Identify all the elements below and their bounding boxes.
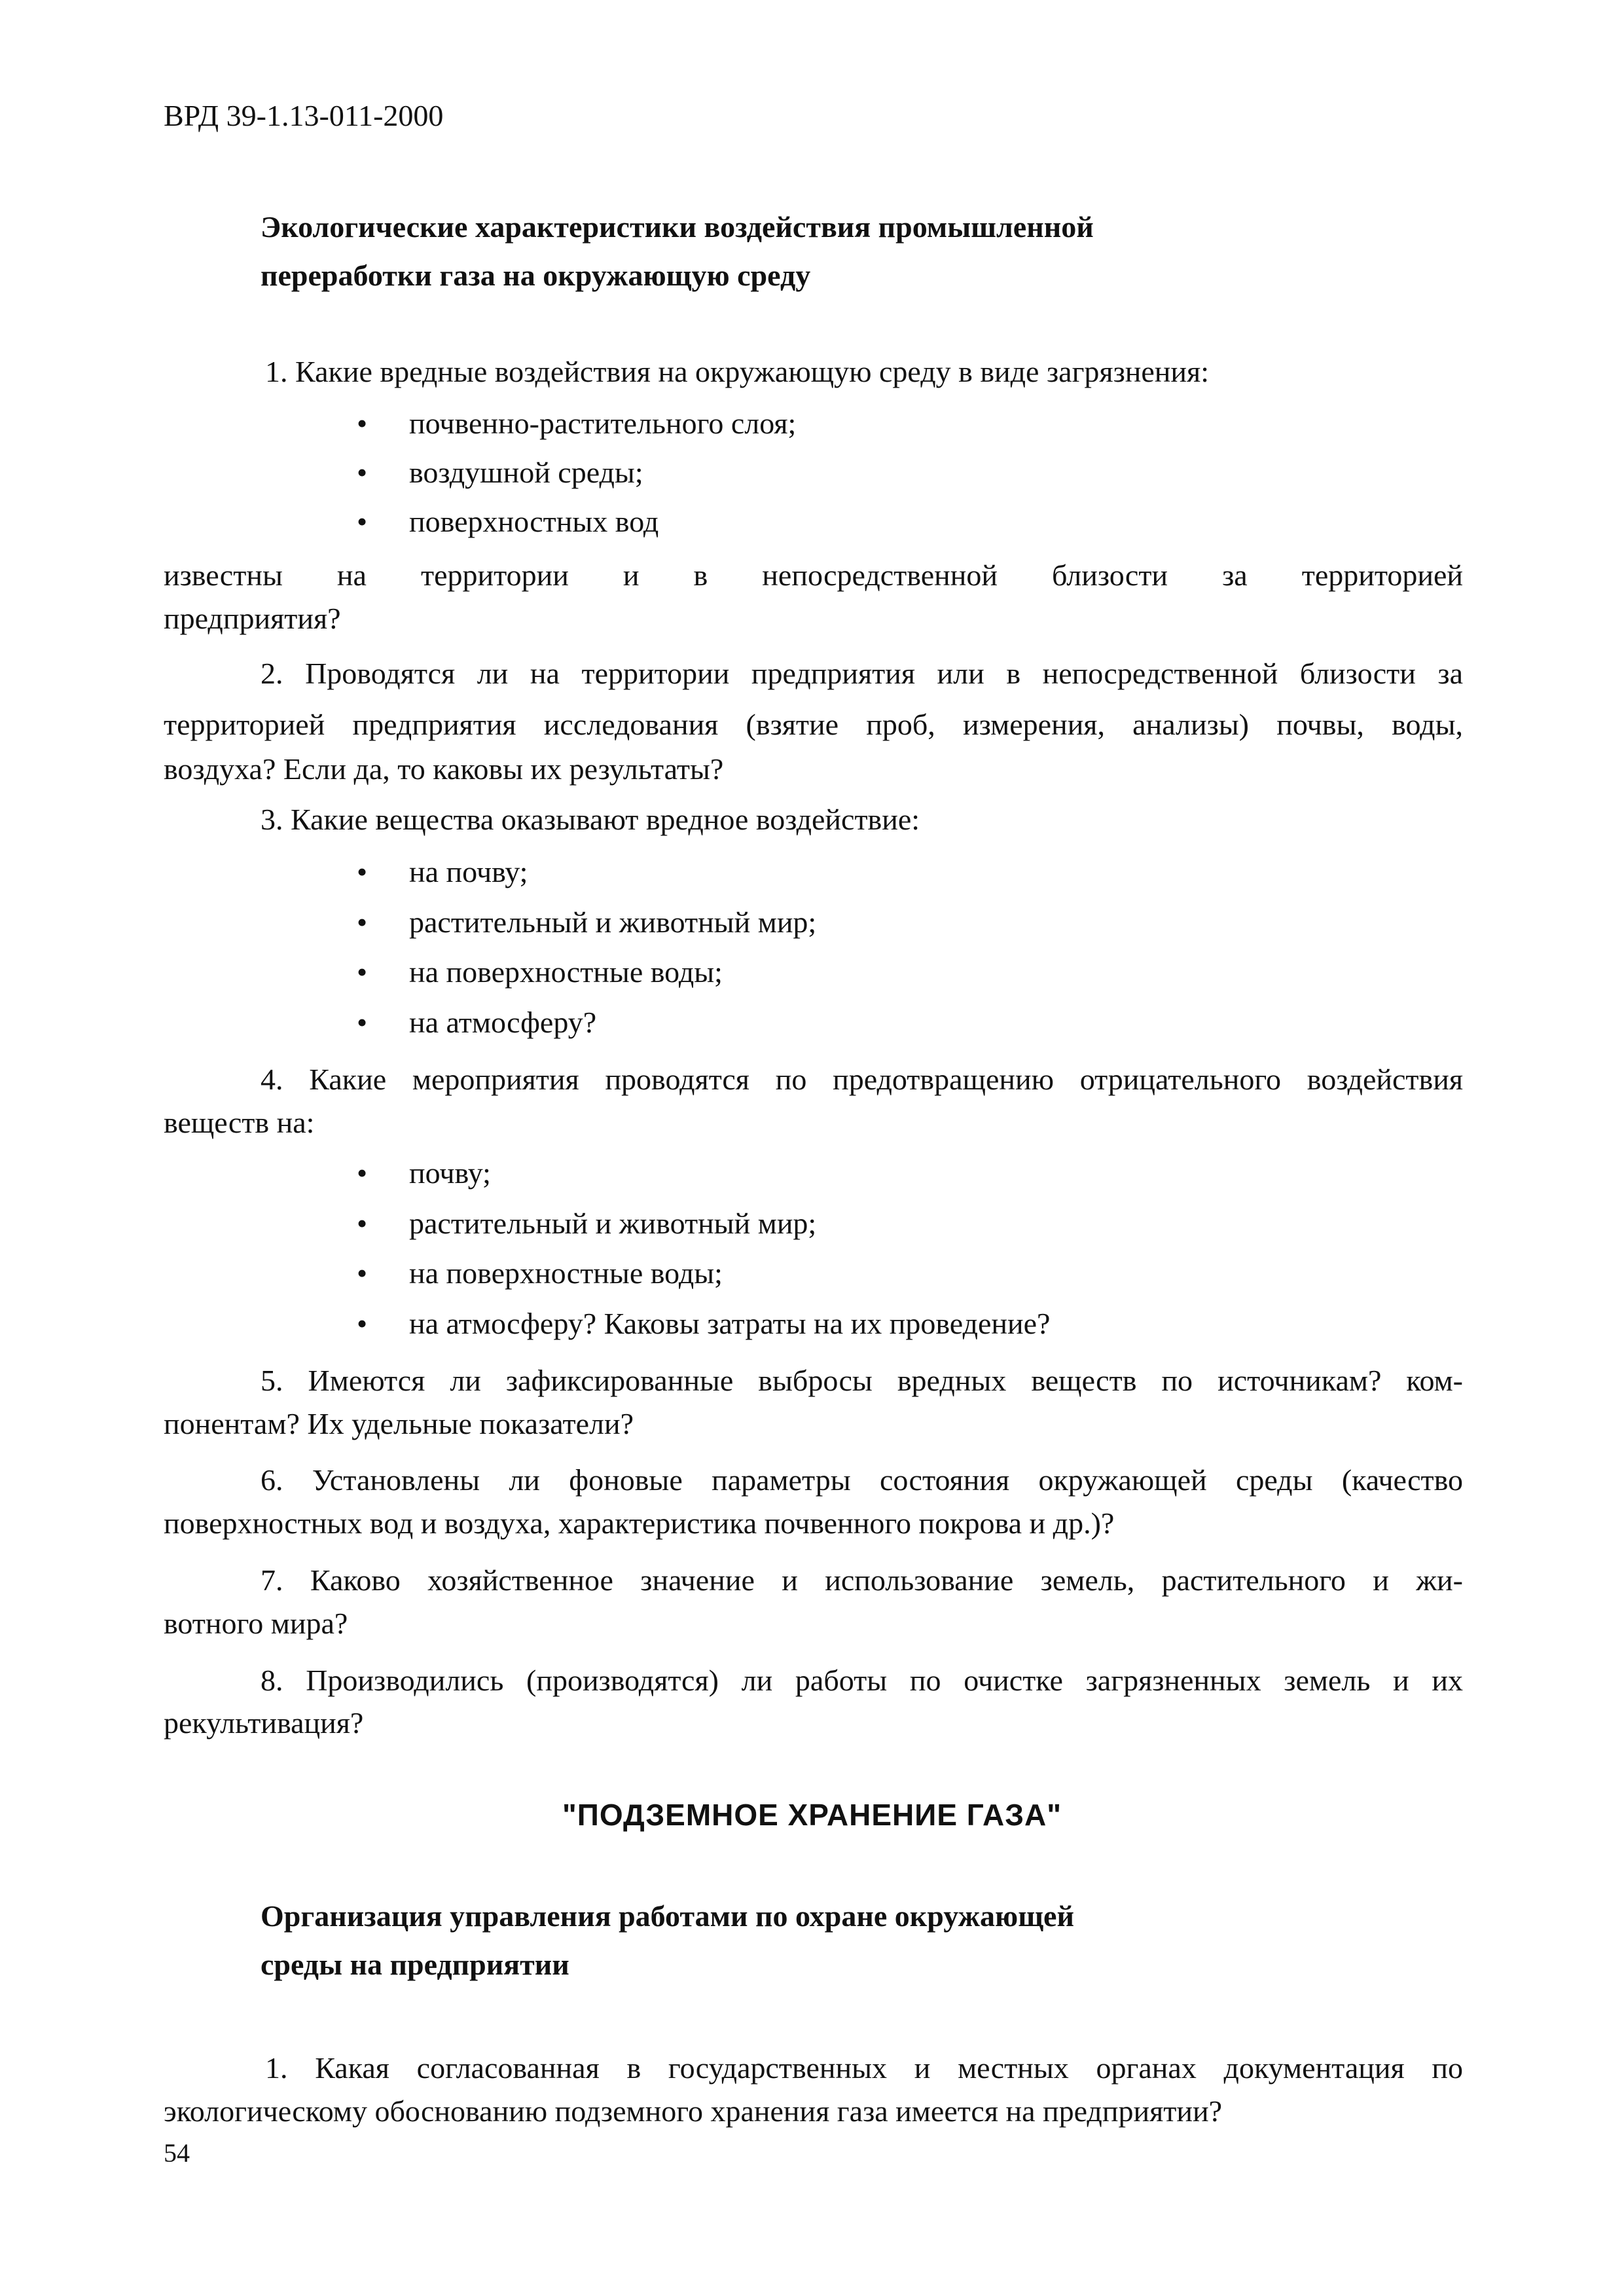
- list-item: растительный и животный мир;: [409, 1207, 817, 1240]
- bullet-icon: •: [357, 955, 368, 989]
- list-item: почвенно-растительного слоя;: [409, 407, 797, 440]
- question-8: 8. Производились (производятся) ли работы по очистке загрязненных земель и их: [261, 1664, 1463, 1697]
- list-item: на поверхностные воды;: [409, 1256, 723, 1290]
- bullet-icon: •: [357, 1006, 368, 1039]
- list-item: воздушной среды;: [409, 456, 643, 489]
- section-heading-line: Экологические характеристики воздействия промышленной: [261, 210, 1094, 244]
- paragraph-line: рекультивация?: [164, 1706, 364, 1740]
- paragraph-line: известны на территории и в непосредственной близости за территорией: [164, 558, 1463, 592]
- list-item: на атмосферу? Каковы затраты на их проведение?: [409, 1307, 1051, 1340]
- section-heading-line: среды на предприятии: [261, 1948, 569, 1981]
- bullet-icon: •: [357, 1307, 368, 1340]
- list-item: на атмосферу?: [409, 1006, 597, 1039]
- list-item: на поверхностные воды;: [409, 955, 723, 989]
- section-title: "ПОДЗЕМНОЕ ХРАНЕНИЕ ГАЗА": [562, 1798, 1062, 1832]
- bullet-icon: •: [357, 1207, 368, 1240]
- bullet-icon: •: [357, 456, 368, 489]
- bullet-icon: •: [357, 1256, 368, 1290]
- question-5: 5. Имеются ли зафиксированные выбросы вредных веществ по источникам? ком-: [261, 1364, 1463, 1397]
- question-2: 2. Проводятся ли на территории предприятия или в непосредственной близости за: [261, 657, 1463, 690]
- paragraph-line: экологическому обоснованию подземного хранения газа имеется на предприятии?: [164, 2094, 1222, 2128]
- section-heading: [261, 203, 1242, 300]
- question-1: 1. Какие вредные воздействия на окружающую среду в виде загрязнения:: [265, 355, 1209, 388]
- section-heading-line: переработки газа на окружающую среду: [261, 259, 811, 292]
- section-heading: [261, 1892, 1242, 1989]
- question-3: 3. Какие вещества оказывают вредное воздействие:: [261, 803, 920, 836]
- list-item: на почву;: [409, 855, 528, 888]
- question-7: 7. Каково хозяйственное значение и использование земель, растительного и жи-: [261, 1563, 1463, 1597]
- paragraph-line: вотного мира?: [164, 1607, 348, 1640]
- document-code: ВРД 39-1.13-011-2000: [164, 99, 444, 132]
- list-item: растительный и животный мир;: [409, 905, 817, 939]
- bullet-icon: •: [357, 1156, 368, 1190]
- bullet-icon: •: [357, 855, 368, 888]
- paragraph-line: предприятия?: [164, 602, 341, 635]
- question-1: 1. Какая согласованная в государственных и местных органах документация по: [265, 2051, 1463, 2085]
- section-heading-line: Организация управления работами по охране окружающей: [261, 1899, 1074, 1933]
- paragraph-line: поверхностных вод и воздуха, характеристика почвенного покрова и др.)?: [164, 1506, 1115, 1540]
- list-item: почву;: [409, 1156, 491, 1190]
- paragraph-line: понентам? Их удельные показатели?: [164, 1407, 634, 1440]
- question-6: 6. Установлены ли фоновые параметры состояния окружающей среды (качество: [261, 1463, 1463, 1497]
- paragraph-line: веществ на:: [164, 1106, 315, 1139]
- bullet-icon: •: [357, 905, 368, 939]
- question-4: 4. Какие мероприятия проводятся по предотвращению отрицательного воздействия: [261, 1063, 1463, 1096]
- page-number: 54: [164, 2138, 190, 2168]
- paragraph-line: территорией предприятия исследования (взятие проб, измерения, анализы) почвы, воды,: [164, 708, 1463, 741]
- bullet-icon: •: [357, 407, 368, 440]
- bullet-icon: •: [357, 505, 368, 538]
- list-item: поверхностных вод: [409, 505, 659, 538]
- paragraph-line: воздуха? Если да, то каковы их результаты?: [164, 752, 724, 786]
